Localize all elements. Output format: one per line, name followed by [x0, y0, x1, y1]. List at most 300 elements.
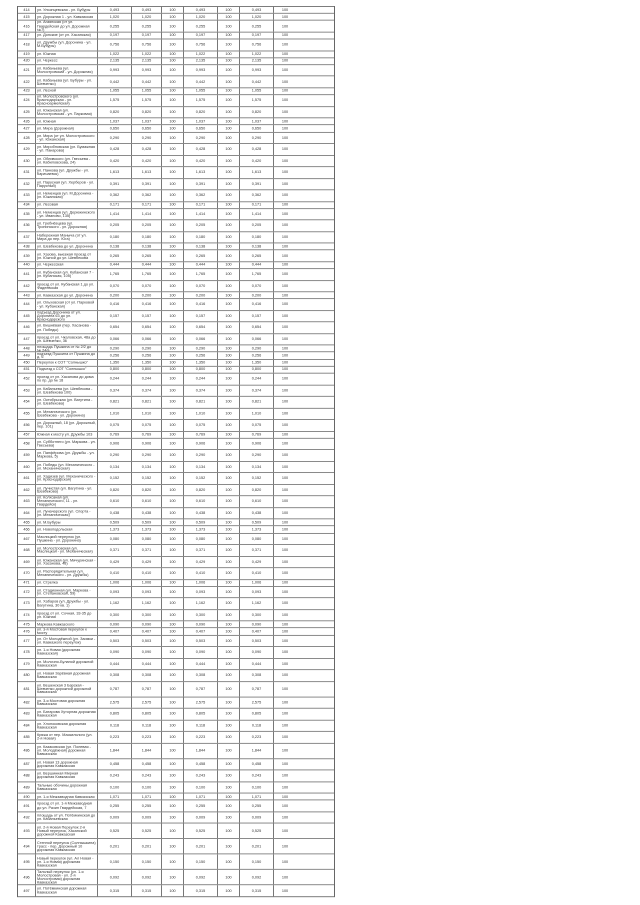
row-number-cell: 467	[18, 533, 36, 544]
length-final-cell: 1,414	[240, 209, 274, 220]
row-number-cell: 474	[18, 610, 36, 621]
percent-normal-cell: 100	[218, 438, 240, 449]
row-number-cell: 479	[18, 659, 36, 670]
percent-final-cell: 100	[281, 119, 289, 124]
percent-cell: 100	[162, 299, 184, 310]
table-row	[18, 782, 334, 794]
length-normal-cell: 0,800	[184, 367, 218, 373]
length-total-cell: 0,993	[98, 65, 132, 76]
percent-cell: 100	[162, 885, 184, 896]
row-number-cell: 471	[18, 580, 36, 586]
length-total-cell: 1,162	[98, 598, 132, 609]
road-name-cell: ул. Стрелка	[36, 580, 98, 586]
percent-final-cell: 100	[281, 89, 289, 93]
length-final-cell: 0,090	[240, 647, 274, 658]
length-checked-cell: 0,201	[132, 839, 162, 854]
length-normal-cell: 0,100	[184, 782, 218, 793]
row-number-cell: 459	[18, 450, 36, 461]
length-normal-cell: 0,205	[184, 220, 218, 231]
row-number-cell: 497	[18, 885, 36, 896]
table-row	[18, 385, 334, 397]
length-total-cell: 0,080	[98, 533, 132, 544]
percent-normal-cell: 100	[218, 621, 240, 627]
table-row	[18, 190, 334, 202]
length-total-cell: 0,416	[98, 299, 132, 310]
length-final-cell: 0,256	[240, 353, 274, 359]
percent-final-cell: 100	[281, 377, 289, 381]
length-final-cell: 0,610	[240, 496, 274, 507]
row-number-cell: 431	[18, 167, 36, 178]
length-final-cell: 1,010	[240, 408, 274, 419]
length-final-cell: 1,037	[240, 118, 274, 124]
percent-final-cell: 100	[281, 662, 289, 666]
length-normal-cell: 0,493	[184, 7, 218, 13]
length-checked-cell: 0,410	[132, 568, 162, 579]
percent-cell: 100	[162, 51, 184, 57]
road-name-cell: ул. Распорядительная (ул. Механического - ул. Дружбы)	[36, 568, 98, 579]
percent-final-cell: 100	[281, 785, 289, 790]
row-number-cell: 481	[18, 682, 36, 697]
length-normal-cell: 1,020	[184, 14, 218, 20]
table-row	[18, 462, 334, 474]
length-total-cell: 0,787	[98, 682, 132, 697]
row-number-cell: 489	[18, 782, 36, 793]
percent-final-cell: 100	[281, 135, 289, 140]
percent-cell: 100	[162, 232, 184, 243]
length-final-cell: 0,444	[240, 262, 274, 268]
row-number-cell: 472	[18, 587, 36, 598]
percent-final-cell: 100	[281, 794, 289, 799]
length-normal-cell: 1,414	[184, 209, 218, 220]
percent-normal-cell: 100	[218, 107, 240, 118]
table-row	[18, 659, 334, 671]
percent-normal-cell: 100	[218, 431, 240, 437]
length-final-cell: 0,150	[240, 855, 274, 870]
row-number-cell: 414	[18, 7, 36, 13]
percent-final-cell: 100	[281, 735, 289, 739]
percent-final-cell: 100	[281, 59, 289, 63]
row-number-cell: 449	[18, 353, 36, 359]
length-checked-cell: 0,503	[132, 635, 162, 646]
length-final-cell: 0,371	[240, 545, 274, 556]
percent-cell: 100	[162, 144, 184, 155]
road-name-cell: ул. Мира (Дорожная)	[36, 125, 98, 131]
row-number-cell: 425	[18, 107, 36, 118]
percent-final-cell: 100	[281, 860, 289, 864]
length-final-cell: 0,138	[240, 244, 274, 250]
percent-cell: 100	[162, 628, 184, 634]
road-name-cell: ул. Хабаров (ул. Дружбы - ул. Вагутина, 30 кв. 1)	[36, 598, 98, 609]
percent-final-cell: 100	[281, 159, 289, 163]
percent-normal-cell: 100	[218, 397, 240, 408]
table-row	[18, 156, 334, 168]
length-normal-cell: 0,157	[184, 311, 218, 322]
table-row	[18, 21, 334, 33]
length-checked-cell: 0,610	[132, 496, 162, 507]
length-checked-cell: 0,820	[132, 485, 162, 496]
percent-normal-cell: 100	[218, 156, 240, 167]
road-name-cell: Подъезд к СОТ "Солнышко"	[36, 367, 98, 373]
road-name-cell: ул. 3-я Мостовая переулок к мосту	[36, 628, 98, 634]
row-number-cell: 475	[18, 621, 36, 627]
row-number-cell: 453	[18, 385, 36, 396]
length-checked-cell: 0,090	[132, 647, 162, 658]
row-number-cell: 420	[18, 58, 36, 64]
percent-final-cell: 100	[281, 423, 289, 427]
length-final-cell: 0,197	[240, 32, 274, 38]
length-final-cell: 0,200	[240, 292, 274, 298]
percent-cell: 100	[162, 292, 184, 298]
length-final-cell: 0,201	[240, 839, 274, 854]
table-row	[18, 408, 334, 420]
percent-cell: 100	[162, 334, 184, 345]
table-row	[18, 360, 334, 367]
percent-normal-cell: 100	[218, 743, 240, 758]
row-number-cell: 444	[18, 299, 36, 310]
row-number-cell: 434	[18, 202, 36, 208]
percent-cell: 100	[162, 732, 184, 743]
road-name-cell: ул. Дружбы (ул. Доронина - ул. М.Бубуры)	[36, 39, 98, 50]
length-total-cell: 0,075	[98, 420, 132, 431]
percent-cell: 100	[162, 374, 184, 385]
length-normal-cell: 0,906	[184, 438, 218, 449]
length-normal-cell: 0,290	[184, 346, 218, 352]
row-number-cell: 419	[18, 51, 36, 57]
length-normal-cell: 0,428	[184, 144, 218, 155]
length-final-cell: 0,300	[240, 610, 274, 621]
percent-final-cell: 100	[281, 193, 289, 198]
length-normal-cell: 1,071	[184, 794, 218, 800]
length-normal-cell: 0,391	[184, 179, 218, 190]
length-checked-cell: 1,162	[132, 598, 162, 609]
percent-cell: 100	[162, 770, 184, 781]
length-normal-cell: 0,070	[184, 281, 218, 292]
percent-normal-cell: 100	[218, 77, 240, 88]
percent-normal-cell: 100	[218, 635, 240, 646]
length-normal-cell: 0,416	[184, 299, 218, 310]
length-total-cell: 0,300	[98, 610, 132, 621]
percent-normal-cell: 100	[218, 770, 240, 781]
percent-cell: 100	[162, 156, 184, 167]
percent-normal-cell: 100	[218, 462, 240, 473]
table-row	[18, 232, 334, 244]
length-normal-cell: 0,362	[184, 190, 218, 201]
road-name-cell: подъезд Доронина от ул. Доронина 63 до ул. Краснодарского	[36, 311, 98, 322]
length-final-cell: 0,509	[240, 519, 274, 525]
percent-cell: 100	[162, 21, 184, 32]
percent-final-cell: 100	[281, 353, 289, 358]
percent-final-cell: 100	[281, 223, 289, 228]
table-row	[18, 322, 334, 334]
length-total-cell: 0,290	[98, 346, 132, 352]
percent-normal-cell: 100	[218, 58, 240, 64]
length-normal-cell: 0,180	[184, 232, 218, 243]
row-number-cell: 428	[18, 132, 36, 143]
road-name-cell: ул. Хадизев (ул. Механического - ул. Краснодарская)	[36, 473, 98, 484]
length-normal-cell: 0,429	[184, 557, 218, 568]
row-number-cell: 476	[18, 628, 36, 634]
percent-cell: 100	[162, 598, 184, 609]
table-row	[18, 720, 334, 732]
length-checked-cell: 0,118	[132, 720, 162, 731]
row-number-cell: 429	[18, 144, 36, 155]
percent-normal-cell: 100	[218, 450, 240, 461]
length-checked-cell: 1,373	[132, 526, 162, 532]
percent-cell: 100	[162, 360, 184, 366]
road-name-cell: ул. От Молодёжной (ул. Заимки - ул. Кавказкого переулок)	[36, 635, 98, 646]
length-total-cell: 1,613	[98, 167, 132, 178]
percent-final-cell: 100	[281, 590, 289, 594]
table-row	[18, 7, 334, 14]
percent-final-cell: 100	[281, 499, 289, 504]
length-normal-cell: 0,458	[184, 759, 218, 770]
table-row	[18, 526, 334, 533]
percent-normal-cell: 100	[218, 420, 240, 431]
length-total-cell: 0,308	[98, 670, 132, 681]
length-checked-cell: 0,371	[132, 545, 162, 556]
percent-cell: 100	[162, 311, 184, 322]
percent-normal-cell: 100	[218, 346, 240, 352]
length-final-cell: 0,118	[240, 720, 274, 731]
percent-cell: 100	[162, 508, 184, 519]
table-row	[18, 420, 334, 432]
length-checked-cell: 1,613	[132, 167, 162, 178]
length-checked-cell: 0,093	[132, 587, 162, 598]
length-total-cell: 0,009	[98, 812, 132, 823]
length-final-cell: 0,429	[240, 557, 274, 568]
length-total-cell: 0,315	[98, 885, 132, 896]
percent-final-cell: 100	[281, 235, 289, 239]
length-final-cell: 0,444	[240, 659, 274, 670]
length-final-cell: 1,162	[240, 598, 274, 609]
length-normal-cell: 0,244	[184, 374, 218, 385]
table-row	[18, 598, 334, 610]
road-name-cell: ул. Вишнёвая (пер. Хасанова - ул. Победы)	[36, 322, 98, 333]
length-checked-cell: 0,100	[132, 782, 162, 793]
length-checked-cell: 0,243	[132, 770, 162, 781]
road-name-cell: ул. Гребнёвцева (ул. Тропинского - ул. Дорожная)	[36, 220, 98, 231]
length-checked-cell: 1,010	[132, 408, 162, 419]
length-normal-cell: 0,150	[184, 855, 218, 870]
road-name-cell: ул. Панкова (ул. Дружбы - ул. Карачаевск)	[36, 167, 98, 178]
percent-normal-cell: 100	[218, 557, 240, 568]
percent-normal-cell: 100	[218, 519, 240, 525]
length-checked-cell: 0,171	[132, 202, 162, 208]
row-number-cell: 443	[18, 292, 36, 298]
length-final-cell: 0,070	[240, 281, 274, 292]
table-row	[18, 167, 334, 179]
length-final-cell: 0,906	[240, 438, 274, 449]
length-final-cell: 0,205	[240, 220, 274, 231]
percent-normal-cell: 100	[218, 220, 240, 231]
percent-final-cell: 100	[281, 388, 289, 393]
length-checked-cell: 0,993	[132, 65, 162, 76]
length-normal-cell: 0,374	[184, 385, 218, 396]
percent-final-cell: 100	[281, 147, 289, 151]
percent-normal-cell: 100	[218, 132, 240, 143]
length-total-cell: 0,290	[98, 450, 132, 461]
length-total-cell: 0,066	[98, 334, 132, 345]
length-total-cell: 0,150	[98, 855, 132, 870]
table-row	[18, 839, 334, 854]
length-final-cell: 0,152	[240, 473, 274, 484]
length-normal-cell: 0,821	[184, 397, 218, 408]
percent-final-cell: 100	[281, 400, 289, 404]
road-name-cell: ул. Черкесс	[36, 58, 98, 64]
length-total-cell: 0,265	[98, 251, 132, 262]
percent-final-cell: 100	[281, 581, 289, 585]
table-row	[18, 51, 334, 58]
length-total-cell: 0,407	[98, 628, 132, 634]
road-name-cell: ул. Шевбекова до ул. Доронина	[36, 244, 98, 250]
percent-normal-cell: 100	[218, 360, 240, 366]
table-row	[18, 118, 334, 125]
percent-cell: 100	[162, 519, 184, 525]
road-name-cell: проезд от ул. Чкаловская, 48а до ул. Шевченко, 36	[36, 334, 98, 345]
percent-cell: 100	[162, 14, 184, 20]
length-checked-cell: 0,157	[132, 311, 162, 322]
percent-cell: 100	[162, 759, 184, 770]
percent-final-cell: 100	[281, 613, 289, 617]
percent-cell: 100	[162, 190, 184, 201]
percent-normal-cell: 100	[218, 473, 240, 484]
row-number-cell: 455	[18, 408, 36, 419]
row-number-cell: 464	[18, 508, 36, 519]
length-checked-cell: 1,022	[132, 51, 162, 57]
length-total-cell: 0,444	[98, 262, 132, 268]
length-final-cell: 1,022	[240, 51, 274, 57]
row-number-cell: 492	[18, 812, 36, 823]
percent-cell: 100	[162, 202, 184, 208]
row-number-cell: 440	[18, 262, 36, 268]
length-checked-cell: 0,525	[132, 824, 162, 839]
row-number-cell: 470	[18, 568, 36, 579]
table-row	[18, 438, 334, 450]
percent-cell: 100	[162, 420, 184, 431]
table-row	[18, 244, 334, 251]
length-normal-cell: 0,300	[184, 610, 218, 621]
length-normal-cell: 1,613	[184, 167, 218, 178]
table-row	[18, 95, 334, 107]
row-number-cell: 466	[18, 526, 36, 532]
percent-final-cell: 100	[281, 762, 289, 766]
table-row	[18, 209, 334, 221]
row-number-cell: 458	[18, 438, 36, 449]
percent-normal-cell: 100	[218, 580, 240, 586]
length-total-cell: 0,391	[98, 179, 132, 190]
length-checked-cell: 1,765	[132, 269, 162, 280]
length-checked-cell: 0,290	[132, 450, 162, 461]
percent-normal-cell: 100	[218, 65, 240, 76]
percent-cell: 100	[162, 244, 184, 250]
percent-normal-cell: 100	[218, 144, 240, 155]
road-name-cell: проезд от ул. Кубанская 1 до ул. Фадеевская	[36, 281, 98, 292]
row-number-cell: 445	[18, 311, 36, 322]
length-checked-cell: 0,290	[132, 132, 162, 143]
road-name-cell: Степной переулок (Солнышкина) трасс - пер. Дорожный 10 дорожная Кавказская	[36, 839, 98, 854]
length-final-cell: 0,525	[240, 824, 274, 839]
length-checked-cell: 2,135	[132, 58, 162, 64]
percent-cell: 100	[162, 824, 184, 839]
percent-final-cell: 100	[281, 8, 289, 12]
table-row	[18, 262, 334, 269]
length-total-cell: 0,756	[98, 39, 132, 50]
percent-final-cell: 100	[281, 488, 289, 492]
percent-normal-cell: 100	[218, 697, 240, 708]
length-total-cell: 0,821	[98, 397, 132, 408]
length-checked-cell: 0,200	[132, 292, 162, 298]
length-checked-cell: 0,150	[132, 855, 162, 870]
percent-normal-cell: 100	[218, 374, 240, 385]
length-normal-cell: 0,407	[184, 628, 218, 634]
length-total-cell: 0,256	[98, 353, 132, 359]
percent-final-cell: 100	[281, 98, 289, 103]
length-normal-cell: 0,118	[184, 720, 218, 731]
length-checked-cell: 0,300	[132, 610, 162, 621]
percent-normal-cell: 100	[218, 32, 240, 38]
percent-cell: 100	[162, 88, 184, 94]
table-row	[18, 732, 334, 744]
length-total-cell: 0,820	[98, 107, 132, 118]
length-normal-cell: 0,438	[184, 508, 218, 519]
length-total-cell: 2,135	[98, 58, 132, 64]
length-normal-cell: 0,805	[184, 709, 218, 720]
row-number-cell: 488	[18, 770, 36, 781]
table-row	[18, 557, 334, 569]
percent-normal-cell: 100	[218, 720, 240, 731]
length-normal-cell: 0,171	[184, 202, 218, 208]
percent-final-cell: 100	[281, 337, 289, 342]
percent-normal-cell: 100	[218, 232, 240, 243]
length-checked-cell: 0,066	[132, 334, 162, 345]
road-name-cell: ул. Дорожный, 18 (ул. Дорожный, пер. 101)	[36, 420, 98, 431]
length-final-cell: 0,134	[240, 462, 274, 473]
length-normal-cell: 0,201	[184, 839, 218, 854]
percent-cell: 100	[162, 697, 184, 708]
table-row	[18, 533, 334, 545]
percent-final-cell: 100	[281, 548, 289, 553]
length-checked-cell: 0,009	[132, 812, 162, 823]
percent-final-cell: 100	[281, 110, 289, 114]
length-final-cell: 0,374	[240, 385, 274, 396]
length-total-cell: 0,650	[98, 125, 132, 131]
percent-final-cell: 100	[281, 411, 289, 416]
row-number-cell: 480	[18, 670, 36, 681]
percent-normal-cell: 100	[218, 839, 240, 854]
percent-normal-cell: 100	[218, 179, 240, 190]
percent-cell: 100	[162, 220, 184, 231]
table-row	[18, 743, 334, 758]
length-final-cell: 2,575	[240, 697, 274, 708]
percent-cell: 100	[162, 870, 184, 885]
percent-cell: 100	[162, 812, 184, 823]
length-final-cell: 1,373	[240, 526, 274, 532]
length-total-cell: 1,373	[98, 526, 132, 532]
percent-cell: 100	[162, 743, 184, 758]
percent-final-cell: 100	[281, 293, 289, 298]
length-normal-cell: 0,654	[184, 322, 218, 333]
percent-cell: 100	[162, 107, 184, 118]
row-number-cell: 477	[18, 635, 36, 646]
length-total-cell: 0,800	[98, 367, 132, 373]
percent-normal-cell: 100	[218, 209, 240, 220]
length-normal-cell: 0,503	[184, 635, 218, 646]
percent-normal-cell: 100	[218, 812, 240, 823]
percent-cell: 100	[162, 367, 184, 373]
percent-cell: 100	[162, 125, 184, 131]
length-total-cell: 1,037	[98, 118, 132, 124]
length-final-cell: 0,805	[240, 709, 274, 720]
